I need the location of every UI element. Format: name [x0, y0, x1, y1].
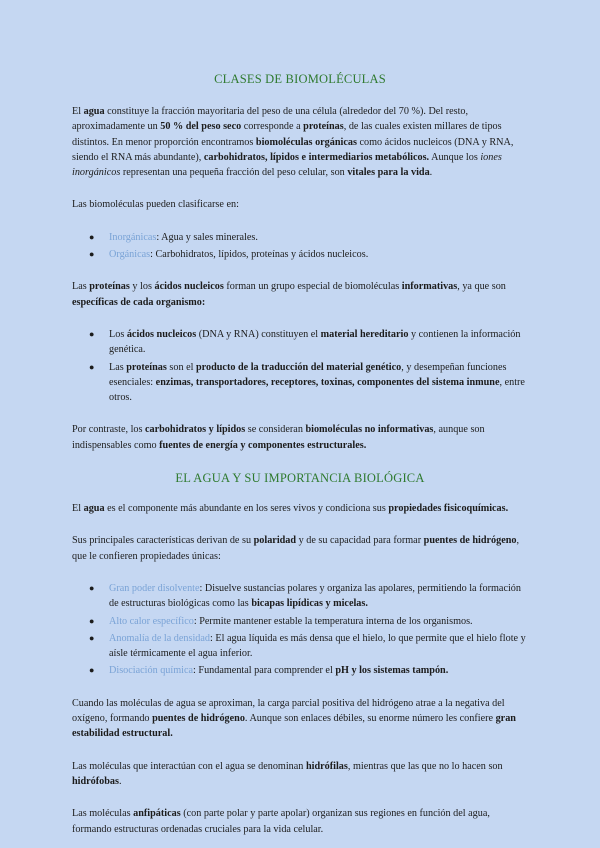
bullet-icon: ● [89, 632, 95, 643]
bold-text: proteínas [89, 281, 130, 293]
bullet-icon: ● [89, 582, 95, 593]
list-item [89, 230, 528, 245]
bold-text: proteínas [303, 121, 344, 133]
text-run: : Disuelve sustancias polares y organiza las apolares, permitiendo la formación de estructuras biológicas como las [109, 582, 521, 610]
text-run: (con parte polar y parte apolar) organizan sus regiones en función del agua, formando estructuras ordenadas cruciales para la vida celular. [72, 808, 490, 835]
bold-text: pH y los sistemas tampón. [335, 665, 449, 677]
text-run: . [119, 775, 122, 787]
section-title-biomoleculas: CLASES DE BIOMOLÉCULAS [214, 72, 386, 86]
paragraph [72, 759, 528, 790]
text-run: constituye la fracción mayoritaria del peso de una célula (alrededor del 70 %). Del resto, aproximadamente un [72, 106, 469, 133]
text-run: El [72, 503, 84, 515]
bold-text: puentes de hidrógeno [423, 535, 517, 547]
text-run: y de su capacidad para formar [296, 535, 424, 547]
text-run: : Permite mantener estable la temperatura interna de los organismos. [193, 615, 473, 627]
text-run: representan una pequeña fracción del peso celular, son [120, 167, 348, 179]
text-run: y los [129, 281, 155, 293]
bold-text: agua [83, 503, 105, 515]
bold-text: carbohidratos y lípidos [145, 424, 246, 436]
list-item [89, 631, 528, 662]
text-run: corresponde a [241, 121, 304, 133]
bold-text: gran estabilidad estructural. [72, 713, 516, 740]
text-run: , entre otros. [109, 376, 525, 404]
text-run: Las [72, 281, 90, 293]
paragraph [72, 422, 528, 453]
bold-text: vitales para la vida [347, 167, 430, 179]
bold-text: ácidos nucleicos [126, 328, 197, 340]
bold-text: enzimas, transportadores, receptores, toxinas, componentes del sistema inmune [155, 376, 500, 388]
bold-text: hidrófobas [72, 775, 119, 787]
bold-text: anfipáticas [133, 808, 181, 820]
bold-text: específicas de cada organismo: [72, 296, 206, 308]
text-run: Aunque los [429, 151, 481, 163]
bold-text: proteínas [126, 361, 167, 373]
list-item [89, 614, 528, 629]
text-run: y contienen la información genética. [109, 328, 521, 356]
text-run: son el [166, 361, 196, 373]
text-run: : El agua líquida es más densa que el hielo, lo que permite que el hielo flote y aísle térmicamente el agua inferior. [109, 632, 526, 660]
bold-text: biomoléculas no informativas [305, 424, 434, 436]
highlighted-term: Disociación química [109, 665, 194, 677]
list-item [89, 247, 528, 262]
text-run: , de las cuales existen millares de tipos distintos. En menor proporción encontramos [72, 121, 502, 148]
text-run: Las moléculas [72, 808, 134, 820]
bold-text: carbohidratos, lípidos e intermediarios metabólicos. [203, 151, 430, 163]
text-run: Sus principales características derivan de su [72, 535, 254, 547]
bullet-icon: ● [89, 231, 95, 242]
bold-text: fuentes de energía y componentes estructurales. [159, 439, 367, 451]
list-item [89, 663, 528, 678]
text-run: : Agua y sales minerales. [156, 231, 258, 243]
highlighted-term: Alto calor específico [109, 615, 194, 627]
bold-text: informativas [401, 281, 458, 293]
text-run: : Fundamental para comprender el [193, 665, 336, 677]
text-run: forman un grupo especial de biomoléculas [223, 281, 402, 293]
text-run: Cuando las moléculas de agua se aproximan, la carga parcial positiva del hidrógeno atrae a la negativa del oxígeno, formando [72, 697, 505, 725]
paragraph [72, 501, 528, 516]
paragraph [72, 104, 528, 180]
bullet-list [72, 581, 528, 679]
highlighted-term: Gran poder disolvente [109, 582, 200, 594]
paragraph [72, 197, 528, 212]
bullet-icon: ● [89, 328, 95, 339]
bold-text: bicapas lipídicas y micelas. [251, 598, 368, 610]
bold-text: ácidos nucleicos [154, 281, 224, 293]
paragraph [72, 533, 528, 564]
bold-text: puentes de hidrógeno [152, 713, 245, 725]
section-title-agua: EL AGUA Y SU IMPORTANCIA BIOLÓGICA [175, 471, 425, 486]
list-item [89, 360, 528, 406]
bullet-list [72, 230, 528, 263]
text-run: Las biomoléculas pueden clasificarse en: [72, 199, 239, 211]
highlighted-term: Anomalía de la densidad [109, 632, 210, 644]
text-run: Las moléculas que interactúan con el agua se denominan [72, 760, 306, 772]
bold-text: producto de la traducción del material genético [196, 361, 402, 373]
text-run: . [429, 167, 433, 179]
text-run: , y desempeñan funciones esenciales: [109, 361, 507, 388]
text-run: (DNA y RNA) constituyen el [196, 328, 321, 340]
bold-text: material hereditario [320, 328, 409, 340]
text-run: Los [109, 328, 127, 340]
bullet-icon: ● [89, 615, 95, 626]
italic-text: iones inorgánicos [72, 151, 502, 179]
bold-text: propiedades fisicoquímicas. [388, 503, 509, 515]
paragraph [72, 279, 528, 310]
bold-text: hidrófilas [305, 760, 348, 772]
paragraph [72, 696, 528, 742]
paragraph [72, 806, 528, 837]
list-item [89, 581, 528, 612]
text-run: , mientras que las que no lo hacen son [347, 760, 503, 772]
text-run: . Aunque son enlaces débiles, su enorme número les confiere [244, 713, 496, 725]
text-run: Las [109, 361, 127, 373]
bold-text: agua [83, 106, 105, 117]
highlighted-term: Orgánicas [109, 249, 151, 261]
text-run: , aunque son indispensables como [72, 424, 485, 451]
text-run: como ácidos nucleicos (DNA y RNA, siendo el RNA más abundante), [72, 136, 514, 163]
text-run: es el componente más abundante en los seres vivos y condiciona sus [104, 503, 389, 515]
bold-text: 50 % del peso seco [160, 121, 242, 133]
bullet-icon: ● [89, 665, 95, 676]
bullet-list [72, 327, 528, 405]
text-run: El [72, 106, 84, 117]
text-run: Por contraste, los [72, 424, 145, 436]
list-item [89, 327, 528, 358]
text-run: se consideran [245, 424, 306, 436]
text-run: , ya que son [457, 281, 506, 293]
bullet-icon: ● [89, 249, 95, 260]
bold-text: biomoléculas orgánicas [255, 136, 357, 148]
text-run: : Carbohidratos, lípidos, proteínas y ácidos nucleicos. [150, 249, 369, 261]
bullet-icon: ● [89, 361, 95, 372]
highlighted-term: Inorgánicas [109, 231, 157, 243]
text-run: , que le confieren propiedades únicas: [72, 535, 520, 562]
bold-text: polaridad [253, 535, 297, 547]
